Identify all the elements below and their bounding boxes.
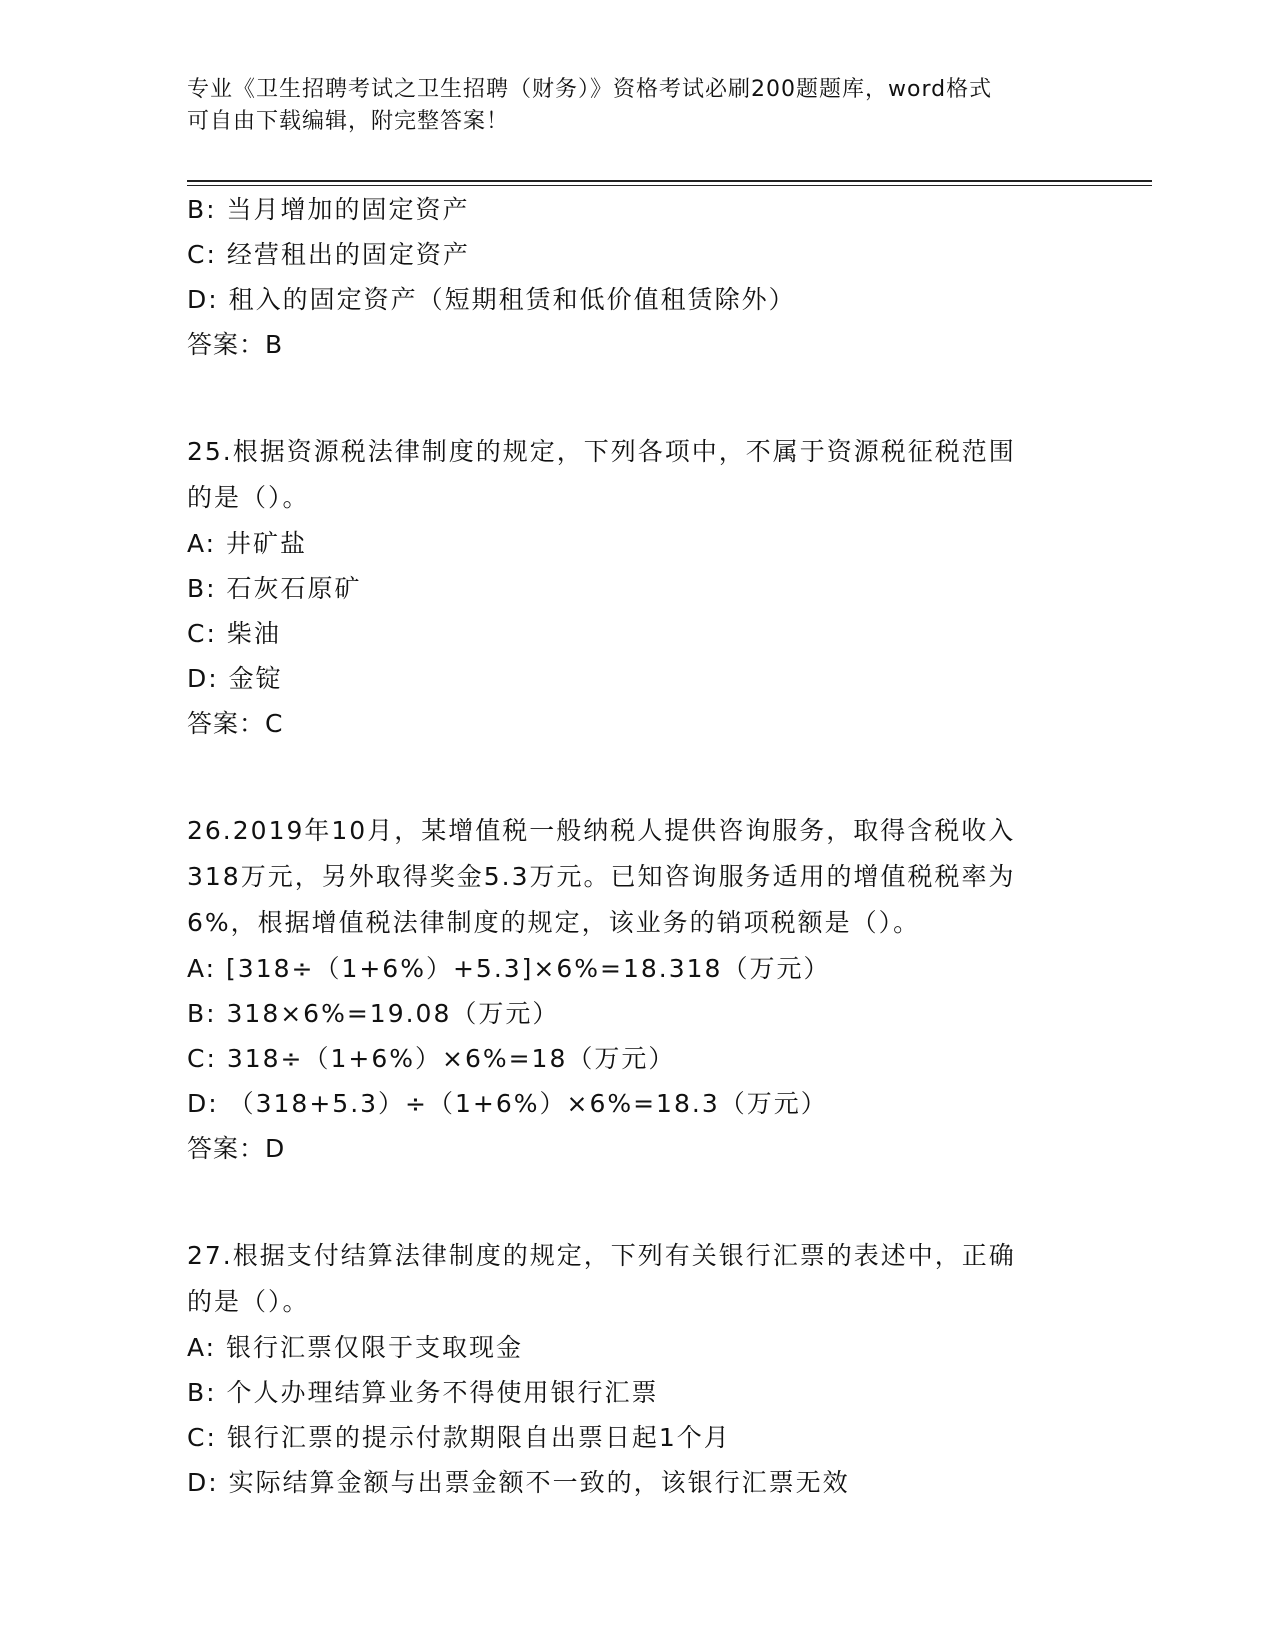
header-title-line1: 专业《卫生招聘考试之卫生招聘（财务）》资格考试必刷200题题库，word格式 [187,77,993,102]
option-b: B: 318×6%=19.08（万元） [187,999,560,1028]
option-d: D: 实际结算金额与出票金额不一致的，该银行汇票无效 [187,1468,850,1497]
option-c: C: 银行汇票的提示付款期限自出票日起1个月 [187,1423,731,1452]
header-title-line2: 可自由下载编辑，附完整答案！ [187,109,510,134]
question-27 [187,1233,1087,1505]
question-stem-line: 27.根据支付结算法律制度的规定，下列有关银行汇票的表述中，正确 [187,1241,1016,1270]
document-header [187,74,1067,138]
answer-label: 答案：D [187,1134,286,1163]
option-b: B: 个人办理结算业务不得使用银行汇票 [187,1378,659,1407]
option-b: B: 石灰石原矿 [187,574,362,603]
answer-label: 答案：C [187,709,284,738]
header-divider-thin [187,185,1152,186]
question-stem-line: 6%，根据增值税法律制度的规定，该业务的销项税额是（）。 [187,908,921,937]
option-d: D: （318+5.3）÷（1+6%）×6%=18.3（万元） [187,1089,828,1118]
option-a: A: [318÷（1+6%）+5.3]×6%=18.318（万元） [187,954,831,983]
question-stem-line: 26.2019年10月，某增值税一般纳税人提供咨询服务，取得含税收入 [187,816,1016,845]
option-a: A: 银行汇票仅限于支取现金 [187,1333,524,1362]
question-list [187,187,1087,1505]
question-26 [187,808,1087,1171]
option-c: C: 柴油 [187,619,281,648]
option-c: C: 经营租出的固定资产 [187,240,470,269]
option-c: C: 318÷（1+6%）×6%=18（万元） [187,1044,676,1073]
question-25 [187,429,1087,746]
question-stem-line: 25.根据资源税法律制度的规定，下列各项中，不属于资源税征税范围 [187,437,1016,466]
question-24-continued [187,187,1087,367]
option-b: B: 当月增加的固定资产 [187,195,470,224]
option-d: D: 租入的固定资产（短期租赁和低价值租赁除外） [187,285,796,314]
question-stem-line: 的是（）。 [187,483,310,512]
question-stem-line: 318万元，另外取得奖金5.3万元。已知咨询服务适用的增值税税率为 [187,862,1016,891]
header-divider-thick [187,180,1152,182]
answer-label: 答案：B [187,330,284,359]
question-stem-line: 的是（）。 [187,1287,310,1316]
option-a: A: 井矿盐 [187,529,308,558]
option-d: D: 金锭 [187,664,283,693]
